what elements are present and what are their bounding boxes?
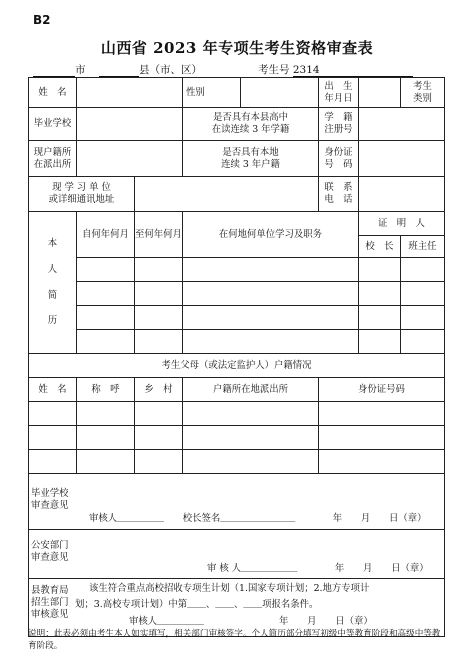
parents-col-name: 姓 名: [29, 378, 77, 402]
city-blank[interactable]: [33, 64, 75, 77]
resume-cell[interactable]: [183, 258, 359, 282]
parents-cell[interactable]: [29, 426, 77, 450]
input-name[interactable]: [77, 78, 183, 108]
form-note: 说明：此表必须由考生本人如实填写，相关部门审核签字。个人简历部分填写初级中等教育阶段和高级中等教育阶段。: [28, 629, 441, 652]
parents-cell[interactable]: [135, 402, 183, 426]
label-phone: 联 系 电 话: [319, 177, 359, 212]
label-birth: 出 生 年月日: [319, 78, 359, 108]
resume-cell[interactable]: [135, 282, 183, 306]
parents-cell[interactable]: [29, 402, 77, 426]
label-address: 现 学 习 单 位 或详细通讯地址: [29, 177, 135, 212]
label-school: 毕业学校: [29, 108, 77, 141]
parents-cell[interactable]: [29, 450, 77, 474]
resume-cell[interactable]: [135, 258, 183, 282]
edu-opinion-text2: 划；3.高校专项计划）中第＿＿、＿＿、＿＿项报名条件。: [75, 598, 319, 610]
resume-col-to: 至何年何月: [135, 212, 183, 258]
parents-title: 考生父母（或法定监护人）户籍情况: [29, 354, 445, 378]
input-address[interactable]: [135, 177, 319, 212]
school-opinion[interactable]: [29, 474, 445, 530]
header-city: 市: [33, 62, 86, 77]
input-birth[interactable]: [359, 78, 401, 108]
parents-cell[interactable]: [77, 426, 135, 450]
resume-cell[interactable]: [401, 330, 445, 354]
resume-col-where: 在何地何单位学习及职务: [183, 212, 359, 258]
label-id-no: 身份证 号 码: [319, 141, 359, 177]
edu-opinion-text1: 该生符合重点高校招收专项生计划（1.国家专项计划；2.地方专项计: [89, 583, 370, 594]
review-form-table: [28, 77, 445, 637]
label-student-id: 学 籍 注册号: [319, 108, 359, 141]
resume-cell[interactable]: [359, 306, 401, 330]
police-opinion-sign-line: 审 核 人＿＿＿＿＿＿ 年 月 日（章）: [207, 563, 429, 575]
header-exam-no: 考生号 2314: [258, 62, 413, 77]
parents-cell[interactable]: [135, 426, 183, 450]
resume-cell[interactable]: [77, 330, 135, 354]
resume-cell[interactable]: [135, 306, 183, 330]
form-title: 山西省 2023 年专项生考生资格审查表: [100, 39, 374, 57]
resume-cell[interactable]: [135, 330, 183, 354]
resume-col-principal: 校 长: [359, 236, 401, 258]
form-code: B2: [33, 13, 51, 27]
parents-cell[interactable]: [135, 450, 183, 474]
input-id-no[interactable]: [359, 141, 445, 177]
resume-col-witness: 证 明 人: [359, 212, 445, 236]
resume-cell[interactable]: [359, 282, 401, 306]
parents-cell[interactable]: [183, 450, 319, 474]
county-blank[interactable]: [99, 64, 139, 77]
parents-col-relation: 称 呼: [77, 378, 135, 402]
resume-cell[interactable]: [401, 282, 445, 306]
parents-cell[interactable]: [77, 402, 135, 426]
input-gender[interactable]: [241, 78, 319, 108]
label-local-high: 是否具有本县高中 在读连续 3 年学籍: [183, 108, 319, 141]
resume-cell[interactable]: [183, 282, 359, 306]
school-opinion-label: 毕业学校 审查意见: [31, 488, 69, 511]
resume-side-label: 本 人 简 历: [29, 212, 77, 354]
input-phone[interactable]: [359, 177, 445, 212]
resume-cell[interactable]: [401, 306, 445, 330]
label-local-hukou: 是否具有本地 连续 3 年户籍: [183, 141, 319, 177]
resume-cell[interactable]: [359, 258, 401, 282]
school-opinion-sign-line: 审核人＿＿＿＿＿ 校长签名＿＿＿＿＿＿＿＿ 年 月 日（章）: [89, 513, 427, 525]
label-gender: 性别: [183, 78, 241, 108]
label-ethnicity: 考生 类别: [401, 78, 445, 108]
input-residence[interactable]: [77, 141, 183, 177]
resume-col-teacher: 班主任: [401, 236, 445, 258]
police-opinion-label: 公安部门 审查意见: [31, 540, 69, 563]
police-opinion[interactable]: [29, 530, 445, 579]
parents-col-village: 乡 村: [135, 378, 183, 402]
parents-cell[interactable]: [183, 402, 319, 426]
label-name: 姓 名: [29, 78, 77, 108]
parents-col-id: 身份证号码: [319, 378, 445, 402]
resume-cell[interactable]: [359, 330, 401, 354]
input-school[interactable]: [77, 108, 183, 141]
resume-cell[interactable]: [401, 258, 445, 282]
parents-cell[interactable]: [319, 402, 445, 426]
resume-cell[interactable]: [77, 306, 135, 330]
exam-no-field[interactable]: 2314: [293, 64, 413, 77]
parents-cell[interactable]: [183, 426, 319, 450]
parents-col-station: 户籍所在地派出所: [183, 378, 319, 402]
resume-cell[interactable]: [77, 282, 135, 306]
resume-col-from: 自何年何月: [77, 212, 135, 258]
input-student-id[interactable]: [359, 108, 445, 141]
resume-cell[interactable]: [77, 258, 135, 282]
resume-cell[interactable]: [183, 306, 359, 330]
edu-opinion-sign-line: 审核人＿＿＿＿＿ 年 月 日（章）: [129, 615, 373, 627]
parents-cell[interactable]: [77, 450, 135, 474]
parents-cell[interactable]: [319, 426, 445, 450]
edu-opinion-label: 县教育局 招生部门 审核意见: [31, 585, 69, 620]
header-county: 县（市、区）: [99, 62, 202, 77]
resume-cell[interactable]: [183, 330, 359, 354]
parents-cell[interactable]: [319, 450, 445, 474]
label-residence: 现户籍所 在派出所: [29, 141, 77, 177]
